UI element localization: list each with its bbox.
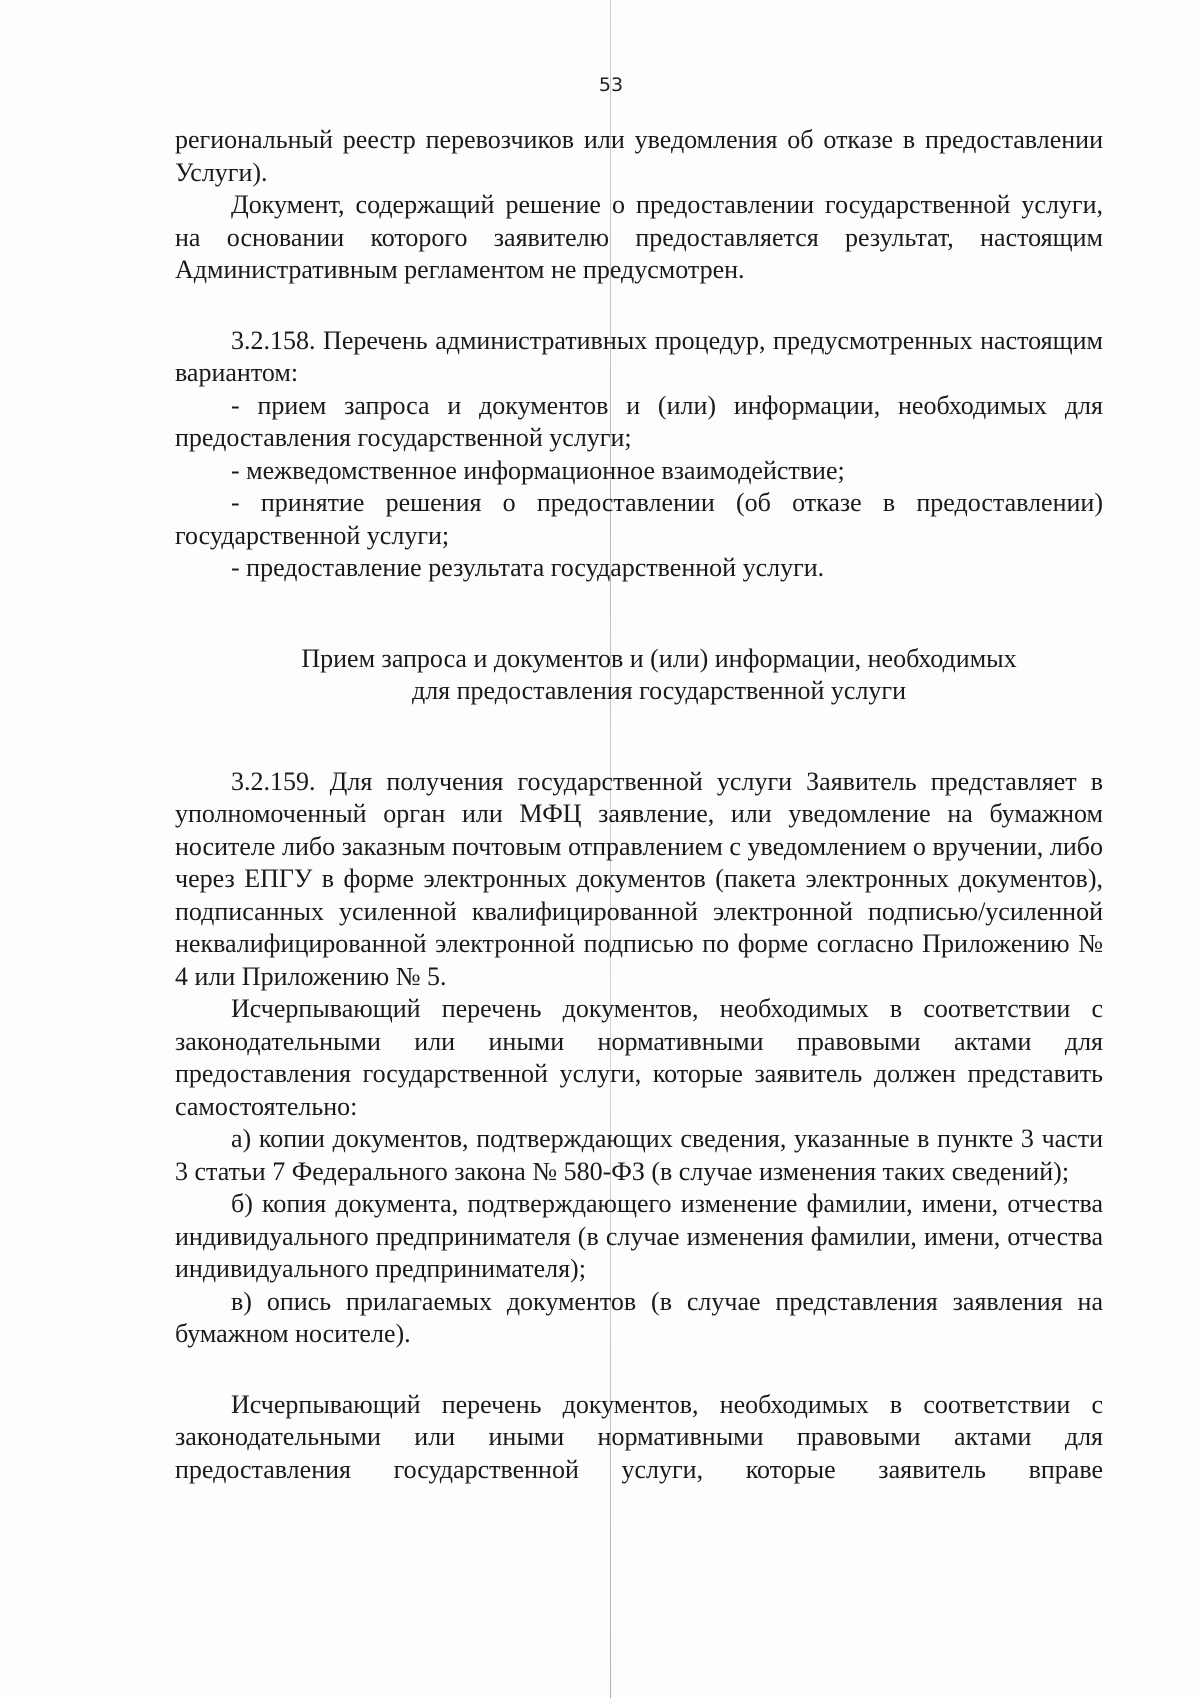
section-heading-line-2: для предоставления государственной услуги [411, 676, 907, 705]
section-heading-line-1: Прием запроса и документов и (или) информации, необходимых [301, 643, 1017, 673]
section-heading [175, 643, 1103, 708]
paragraph-3-2-158: 3.2.158. Перечень административных процедур, предусмотренных настоящим вариантом: [175, 325, 1103, 387]
list-item: - прием запроса и документов и (или) информации, необходимых для предоставления государственной услуги; [175, 390, 1103, 452]
list-item: б) копия документа, подтверждающего изменение фамилии, имени, отчества индивидуального предпринимателя (в случае изменения фамилии, имени, отчества индивидуального предпринимателя); [175, 1189, 1103, 1283]
paragraph-optional-documents: Исчерпывающий перечень документов, необходимых в соответствии с законодательными или иными нормативными правовыми актами для предоставления государственной услуги, которые заявитель вправе [175, 1389, 1103, 1484]
page-number: 53 [598, 74, 624, 96]
list-item: - предоставление результата государственной услуги. [231, 553, 825, 582]
paragraph-decision-document: Документ, содержащий решение о предоставлении государственной услуги, на основании которого заявителю предоставляется результат, настоящим Административным регламентом не предусмотрен. [175, 190, 1103, 284]
list-item: а) копии документов, подтверждающих сведения, указанные в пункте 3 части 3 статьи 7 Федерального закона № 580-ФЗ (в случае изменения таких сведений); [175, 1124, 1103, 1186]
paragraph-3-2-159: 3.2.159. Для получения государственной услуги Заявитель представляет в уполномоченный орган или МФЦ заявление, или уведомление на бумажном носителе либо заказным почтовым отправлением с уведомлением о вручении, либо через ЕПГУ в форме электронных документов (пакета электронных документов), подписанных усиленной квалифицированной электронной подписью/усиленной неквалифицированной электронной подписью по форме согласно Приложению № 4 или Приложению № 5. [175, 766, 1103, 991]
list-item: - межведомственное информационное взаимодействие; [231, 455, 845, 485]
list-item: в) опись прилагаемых документов (в случае представления заявления на бумажном носителе). [175, 1286, 1103, 1348]
paragraph-continuation: региональный реестр перевозчиков или уведомления об отказе в предоставлении Услуги). [175, 125, 1103, 187]
list-item: - принятие решения о предоставлении (об отказе в предоставлении) государственной услуги; [175, 488, 1103, 550]
paragraph-required-documents: Исчерпывающий перечень документов, необходимых в соответствии с законодательными или иными нормативными правовыми актами для предоставления государственной услуги, которые заявитель должен представить самостоятельно: [175, 994, 1103, 1121]
document-body [175, 124, 1103, 1486]
